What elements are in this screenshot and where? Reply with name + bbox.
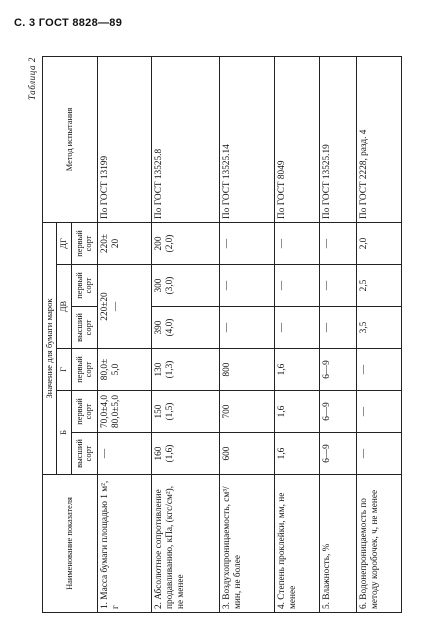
row-2-b-highest: 160 (1,6) (152, 433, 220, 475)
row-5-name: 5. Влажность, % (320, 475, 356, 613)
row-4-dv-highest: — (274, 307, 319, 349)
row-1-method: По ГОСТ 13199 (97, 56, 152, 222)
row-4-method: По ГОСТ 8049 (274, 56, 319, 222)
header-brand-dg: ДГ (57, 222, 71, 264)
header-brand-g: Г (57, 349, 71, 391)
row-3-b-first: 700 (220, 391, 275, 433)
table-label: Таблица 2 (27, 57, 37, 101)
row-6-b-first: — (356, 391, 401, 433)
header-b-first-grade: первый сорт (71, 391, 97, 433)
row-2-dv-first: 300 (3,0) (152, 265, 220, 307)
row-1-g-first: 80,0± 5,0 (97, 349, 152, 391)
row-3-dv-first: — (220, 265, 275, 307)
row-1-b-first: 70,0±4,0 80,0±5,0 (97, 391, 152, 433)
rotated-table-block (27, 57, 407, 613)
header-dv-highest-grade: высший сорт (71, 307, 97, 349)
table-row (356, 56, 401, 612)
properties-table (42, 56, 402, 613)
header-dv-first-grade: первый сорт (71, 265, 97, 307)
row-4-b-first: 1,6 (274, 391, 319, 433)
row-5-dg-first: — (320, 222, 356, 264)
row-2-b-first: 150 (1,5) (152, 391, 220, 433)
row-5-method: По ГОСТ 13525.19 (320, 56, 356, 222)
row-6-name: 6. Водонепроницаемость по методу коробочек, ч, не менее (356, 475, 401, 613)
row-6-dv-highest: 3,5 (356, 307, 401, 349)
row-1-b-highest: — (97, 433, 152, 475)
row-6-dg-first: 2,0 (356, 222, 401, 264)
row-2-method: По ГОСТ 13525.8 (152, 56, 220, 222)
header-g-first-grade: первый сорт (71, 349, 97, 391)
row-6-b-highest: — (356, 433, 401, 475)
row-6-g-first: — (356, 349, 401, 391)
row-3-dv-highest: — (220, 307, 275, 349)
row-2-dv-highest: 390 (4,0) (152, 307, 220, 349)
table-row (97, 56, 152, 612)
row-4-g-first: 1,6 (274, 349, 319, 391)
row-5-g-first: 6—9 (320, 349, 356, 391)
table-row (152, 56, 220, 612)
row-1-name: 1. Масса бумаги площадью 1 м², г (97, 475, 152, 613)
row-4-name: 4. Степень проклейки, мм, не менее (274, 475, 319, 613)
header-values-group: Значение для бумаги марок (43, 222, 57, 474)
table-row (320, 56, 356, 612)
row-5-b-first: 6—9 (320, 391, 356, 433)
row-4-dg-first: — (274, 222, 319, 264)
page-header: С. 3 ГОСТ 8828—89 (14, 17, 123, 29)
header-dg-first-grade: первый сорт (71, 222, 97, 264)
header-brand-dv: ДВ (57, 265, 71, 349)
row-5-dv-highest: — (320, 307, 356, 349)
header-name: Наименование показателя (43, 475, 98, 613)
row-4-b-highest: 1,6 (274, 433, 319, 475)
row-2-g-first: 130 (1,3) (152, 349, 220, 391)
row-6-dv-first: 2,5 (356, 265, 401, 307)
row-3-b-highest: 600 (220, 433, 275, 475)
row-3-method: По ГОСТ 13525.14 (220, 56, 275, 222)
row-6-method: По ГОСТ 2228, разд. 4 (356, 56, 401, 222)
row-1-dg-first: 220± 20 (97, 222, 152, 264)
table-row (274, 56, 319, 612)
header-method: Метод испытания (43, 56, 98, 222)
row-5-b-highest: 6—9 (320, 433, 356, 475)
row-1-dv-span: 220±20 — (97, 265, 152, 349)
header-b-highest-grade: высший сорт (71, 433, 97, 475)
row-2-name: 2. Абсолютное сопротивление продавливанию, кПа, (кгс/см²), не менее (152, 475, 220, 613)
row-3-dg-first: — (220, 222, 275, 264)
row-4-dv-first: — (274, 265, 319, 307)
row-5-dv-first: — (320, 265, 356, 307)
row-3-g-first: 800 (220, 349, 275, 391)
row-3-name: 3. Воздухопроницаемость, см³/мин, не более (220, 475, 275, 613)
row-2-dg-first: 200 (2,0) (152, 222, 220, 264)
table-row (220, 56, 275, 612)
header-brand-b: Б (57, 391, 71, 475)
